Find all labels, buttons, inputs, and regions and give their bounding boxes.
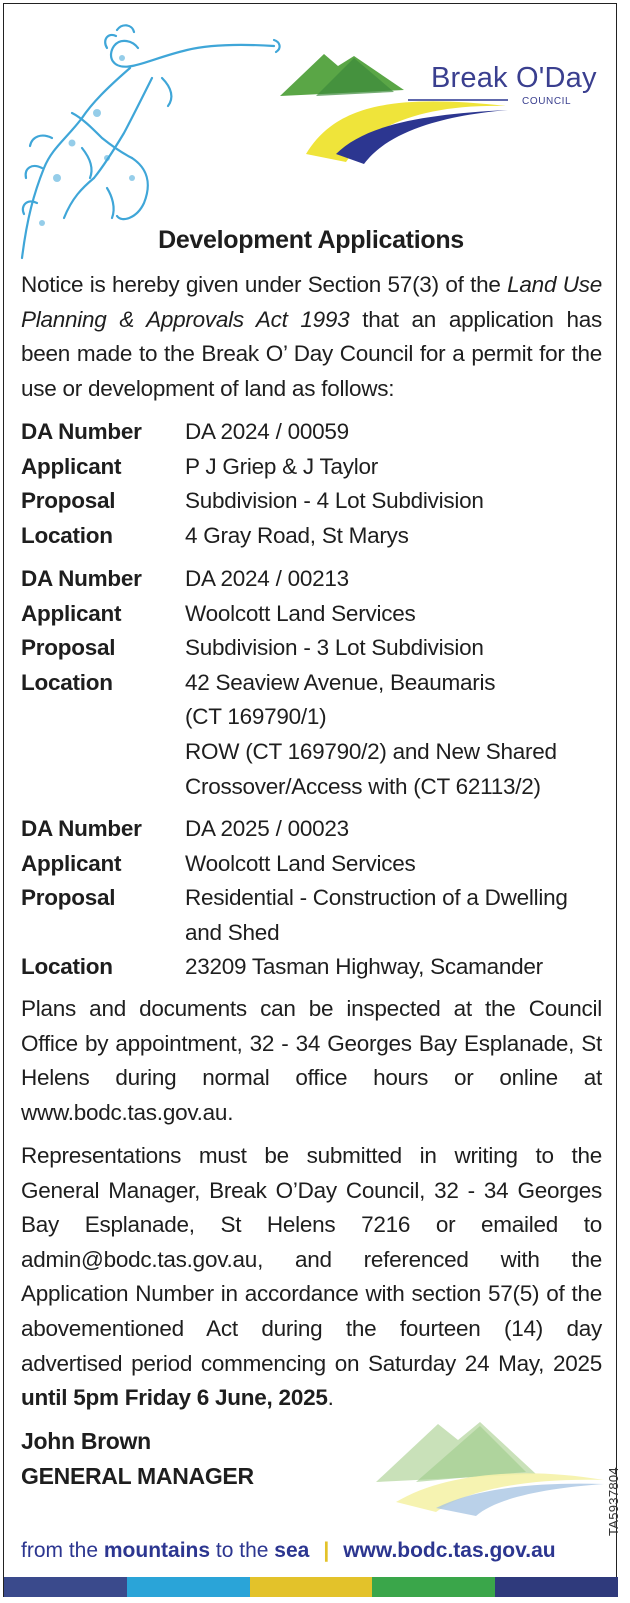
footer-tagline: from the mountains to the sea | www.bodc.tas.gov.au [21, 1539, 556, 1562]
color-bar-segment [250, 1577, 373, 1597]
location: 42 Seaview Avenue, Beaumaris (CT 169790/1) ROW (CT 169790/2) and New Shared Crossover/Access with (CT 62113/2) [185, 669, 557, 799]
advertisement-page [3, 3, 621, 1597]
application-block: DA Number DA 2025 / 00023 Applicant Woolcott Land Services Proposal Residential - Construction of a Dwelling and Shed Location 23209 Tasman Highway, Scamander [21, 812, 611, 985]
page-title: Development Applications [158, 226, 464, 254]
proposal: Subdivision - 3 Lot Subdivision [185, 635, 484, 661]
color-bar-segment [495, 1577, 618, 1597]
act-name: Land Use Planning & Approvals Act 1993 [21, 272, 602, 332]
da-number: DA 2025 / 00023 [185, 816, 349, 841]
signatory-name: John Brown [21, 1428, 151, 1454]
deadline: until 5pm Friday 6 June, 2025 [21, 1385, 328, 1411]
applicant: P J Griep & J Taylor [185, 453, 378, 479]
website-link[interactable]: www.bodc.tas.gov.au [343, 1539, 556, 1562]
plans-paragraph: Plans and documents can be inspected at the Council Office by appointment, 32 - 34 Georges Bay Esplanade, St Helens during normal office hours or online at www.bodc.tas.gov.au. [21, 996, 602, 1125]
mountains-graphic [376, 1412, 604, 1518]
signature [21, 1424, 254, 1493]
location: 4 Gray Road, St Marys [185, 522, 409, 548]
applicant: Woolcott Land Services [185, 600, 416, 626]
da-number: DA 2024 / 00059 [185, 419, 349, 444]
proposal: Subdivision - 4 Lot Subdivision [185, 488, 484, 514]
representations-paragraph: Representations must be submitted in writing to the General Manager, Break O’Day Council, 32 - 34 Georges Bay Esplanade, St Helens 7216 or emailed to admin@bodc.tas.gov.au, and referenced with the Application Number in accordance with section 57(5) of the abovementioned Act during the fourteen (14) day advertised period commencing on Saturday 24 May, 2025 until 5pm Friday 6 June, 2025. [21, 1143, 602, 1411]
proposal: Residential - Construction of a Dwelling and Shed [185, 885, 568, 945]
color-bar-segment [372, 1577, 495, 1597]
intro-paragraph: Notice is hereby given under Section 57(3) of the Land Use Planning & Approvals Act 1993 that an application has been made to the Break O’ Day Council for a permit for the use or development of land as follows: [21, 272, 603, 401]
da-number: DA 2024 / 00213 [185, 566, 349, 591]
footer-separator: | [323, 1539, 330, 1562]
color-bar-segment [4, 1577, 127, 1597]
applicant: Woolcott Land Services [185, 850, 416, 876]
location: 23209 Tasman Highway, Scamander [185, 954, 543, 980]
signatory-position: GENERAL MANAGER [21, 1462, 254, 1489]
color-bar [4, 1577, 618, 1597]
application-block: DA Number DA 2024 / 00059 Applicant P J Griep & J Taylor Proposal Subdivision - 4 Lot Subdivision Location 4 Gray Road, St Marys [21, 415, 611, 553]
council-subtitle: COUNCIL [522, 96, 572, 107]
council-name: Break O'Day [431, 62, 597, 94]
color-bar-segment [127, 1577, 250, 1597]
application-block: DA Number DA 2024 / 00213 Applicant Woolcott Land Services Proposal Subdivision - 3 Lot Subdivision Location 42 Seaview Avenue, Beaumaris (CT 169790/1) ROW (CT 169790/2) and New Shared Crossover/Access with (CT 62113/2) [21, 562, 611, 804]
reference-number: TA5937804 [606, 1467, 621, 1536]
